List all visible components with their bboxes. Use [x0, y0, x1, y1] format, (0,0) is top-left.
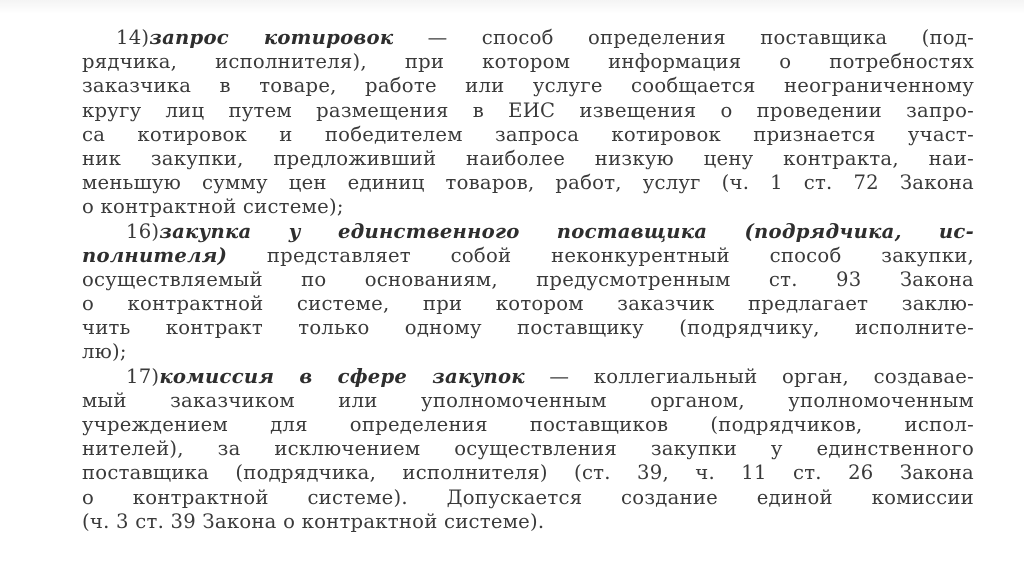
- paragraph-16-line-1: [82, 220, 974, 244]
- paragraph-17-line-1: [82, 365, 974, 389]
- paragraph-14-line-2: рядчика, исполнителя), при котором информация о потребностях: [82, 50, 974, 74]
- text-fragment: — коллегиальный орган, создавае-: [524, 364, 974, 388]
- paragraph-16-line-4: о контрактной системе, при котором заказчик предлагает заклю-: [82, 292, 974, 316]
- paragraph-17-line-7: (ч. 3 ст. 39 Закона о контрактной системе).: [82, 509, 545, 533]
- item-number: 17): [126, 364, 160, 388]
- paragraph-17-line-2: мый заказчиком или уполномоченным органом, уполномоченным: [82, 388, 974, 412]
- item-number: 16): [126, 219, 160, 243]
- paragraph-17: [82, 365, 974, 534]
- paragraph-17-line-3: учреждением для определения поставщиков (подрядчиков, испол-: [82, 413, 974, 436]
- paragraph-16-line-2: [82, 244, 974, 268]
- paragraph-16: [82, 220, 974, 365]
- term-continuation: полнителя): [82, 243, 228, 267]
- term-zakupka-u-edinstvennogo: закупка у единственного поставщика (подрядчика, ис-: [159, 219, 974, 243]
- paragraph-14-line-3: заказчика в товаре, работе или услуге сообщается неограниченному: [82, 74, 974, 98]
- text-fragment: — способ определения поставщика (под-: [393, 26, 975, 49]
- paragraph-14-line-7: меньшую сумму цен единиц товаров, работ, услуг (ч. 1 ст. 72 Закона: [82, 171, 974, 195]
- paragraph-16-line-6: лю);: [82, 340, 127, 364]
- paragraph-14-line-8: о контрактной системе);: [82, 195, 344, 219]
- paragraph-14-line-6: ник закупки, предложивший наиболее низкую цену контракта, наи-: [82, 146, 974, 170]
- paragraph-14: [82, 26, 974, 220]
- paragraph-16-line-5: чить контракт только одному поставщику (подрядчику, исполните-: [82, 316, 974, 340]
- paragraph-14-line-1: [82, 26, 974, 50]
- document-body: [82, 26, 974, 534]
- item-number: 14): [116, 26, 150, 49]
- paragraph-17-line-5: поставщика (подрядчика, исполнителя) (ст. 39, ч. 11 ст. 26 Закона: [82, 461, 974, 485]
- paragraph-14-line-5: са котировок и победителем запроса котировок признается участ-: [82, 122, 974, 146]
- paragraph-17-line-4: нителей), за исключением осуществления закупки у единственного: [82, 437, 974, 461]
- text-fragment: представляет собой неконкурентный способ закупки,: [227, 243, 974, 267]
- top-edge-shadow: [0, 0, 1024, 14]
- term-zapros-kotirovok: запрос котировок: [149, 26, 394, 49]
- paragraph-16-line-3: осуществляемый по основаниям, предусмотренным ст. 93 Закона: [82, 267, 974, 291]
- term-komissiya: комиссия в сфере закупок: [159, 364, 525, 388]
- paragraph-17-line-6: о контрактной системе). Допускается создание единой комиссии: [82, 485, 974, 509]
- paragraph-14-line-4: кругу лиц путем размещения в ЕИС извещения о проведении запро-: [82, 98, 974, 122]
